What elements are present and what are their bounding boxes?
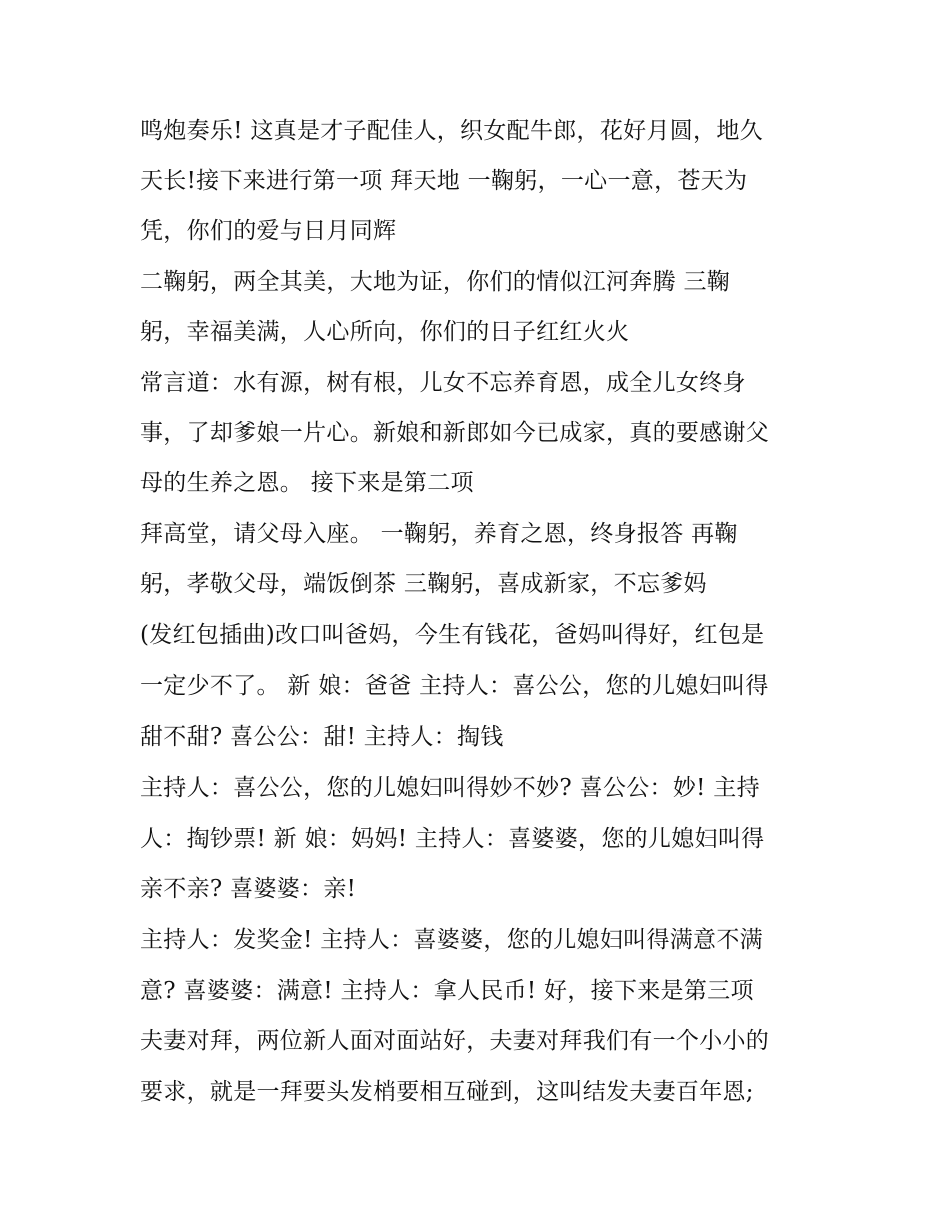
text-line: 拜高堂，请父母入座。 一鞠躬，养育之恩，终身报答 再鞠 xyxy=(140,521,738,547)
text-line: (发红包插曲)改口叫爸妈，今生有钱花，爸妈叫得好，红包是 xyxy=(140,622,765,648)
text-line: 凭，你们的爱与日月同辉 xyxy=(140,218,397,244)
text-line: 亲不亲? 喜婆婆：亲! xyxy=(140,876,357,902)
text-line: 要求，就是一拜要头发梢要相互碰到，这叫结发夫妻百年恩; xyxy=(140,1079,754,1105)
text-line: 意? 喜婆婆：满意! 主持人：拿人民币! 好，接下来是第三项 xyxy=(140,978,754,1004)
text-line: 鸣炮奏乐! 这真是才子配佳人，织女配牛郎，花好月圆，地久 xyxy=(140,118,763,144)
text-line: 事，了却爹娘一片心。新娘和新郎如今已成家，真的要感谢父 xyxy=(140,420,770,446)
text-line: 人：掏钞票! 新 娘：妈妈! 主持人：喜婆婆，您的儿媳妇叫得 xyxy=(140,826,765,852)
text-line: 躬，幸福美满，人心所向，你们的日子红红火火 xyxy=(140,319,630,345)
text-line: 主持人：发奖金! 主持人：喜婆婆，您的儿媳妇叫得满意不满 xyxy=(140,927,763,953)
text-line: 甜不甜? 喜公公：甜! 主持人：掏钱 xyxy=(140,724,504,750)
text-line: 一定少不了。 新 娘：爸爸 主持人：喜公公，您的儿媳妇叫得 xyxy=(140,673,769,699)
text-line: 母的生养之恩。 接下来是第二项 xyxy=(140,470,474,496)
text-line: 二鞠躬，两全其美，大地为证，你们的情似江河奔腾 三鞠 xyxy=(140,269,731,295)
text-line: 躬，孝敬父母，端饭倒茶 三鞠躬，喜成新家，不忘爹妈 xyxy=(140,571,707,597)
text-line: 常言道：水有源，树有根，儿女不忘养育恩，成全儿女终身 xyxy=(140,370,746,396)
text-line: 夫妻对拜，两位新人面对面站好，夫妻对拜我们有一个小小的 xyxy=(140,1028,770,1054)
text-line: 主持人：喜公公，您的儿媳妇叫得妙不妙? 喜公公：妙! 主持 xyxy=(140,775,760,801)
text-line: 天长!接下来进行第一项 拜天地 一鞠躬，一心一意，苍天为 xyxy=(140,168,748,194)
